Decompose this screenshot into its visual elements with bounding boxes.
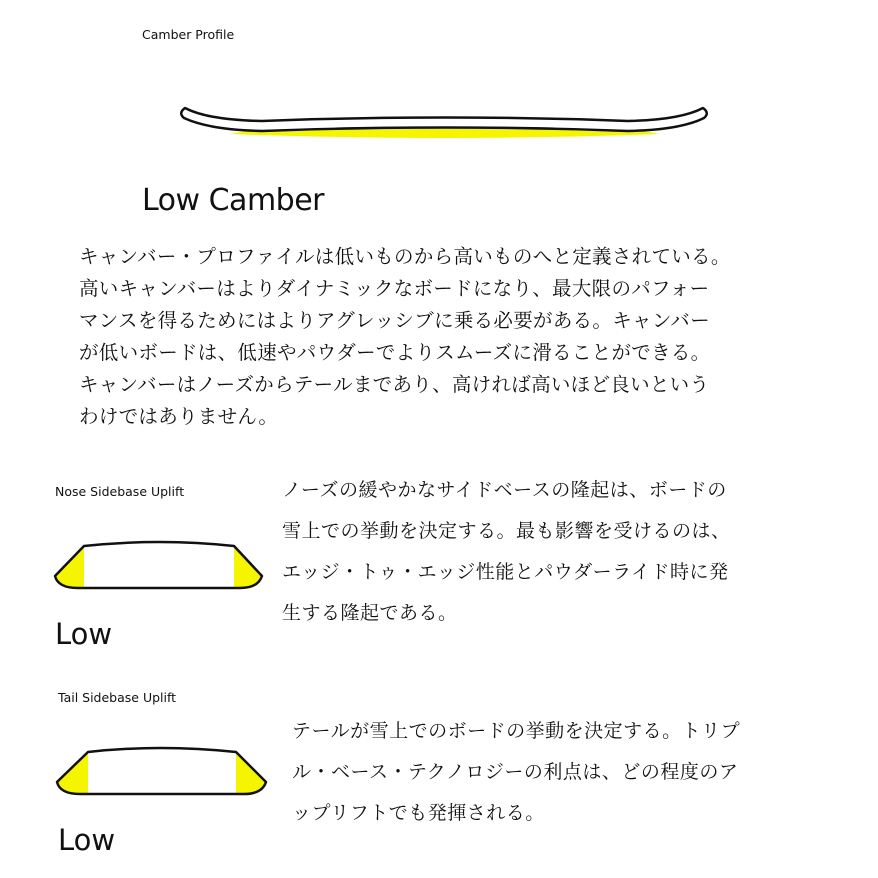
camber-description-line: マンスを得るためにはよりアグレッシブに乗る必要がある。キャンバー [79, 309, 710, 332]
camber-description-line: 高いキャンバーはよりダイナミックなボードになり、最大限のパフォー [79, 277, 710, 300]
tail-board-outline [57, 748, 266, 794]
tail-description [292, 711, 740, 834]
nose-level-label: Low [55, 617, 113, 651]
nose-description-line: 雪上での挙動を決定する。最も影響を受けるのは、 [282, 520, 731, 542]
nose-description-line: ノーズの緩やかなサイドベースの隆起は、ボードの [282, 479, 727, 501]
nose-description-line: エッジ・トゥ・エッジ性能とパウダーライド時に発 [282, 561, 729, 583]
camber-description-line: が低いボードは、低速やパウダーでよりスムーズに滑ることができる。 [79, 341, 711, 364]
tail-level-label: Low [58, 823, 116, 857]
camber-profile-label: Camber Profile [142, 27, 235, 42]
tail-description-line: テールが雪上でのボードの挙動を決定する。トリプ [292, 720, 741, 742]
tail-description-line: ップリフトでも発揮される。 [292, 802, 545, 824]
camber-description-line: わけではありません。 [79, 405, 279, 428]
nose-uplift-label: Nose Sidebase Uplift [55, 484, 185, 499]
tail-description-line: ル・ベース・テクノロジーの利点は、どの程度のア [292, 761, 739, 783]
camber-description-line: キャンバーはノーズからテールまであり、高ければ高いほど良いという [79, 373, 710, 396]
nose-description-line: 生する隆起である。 [282, 602, 458, 624]
camber-type-label: Low Camber [142, 183, 325, 218]
camber-description-line: キャンバー・プロファイルは低いものから高いものへと定義されている。 [79, 245, 731, 268]
tail-uplift-label: Tail Sidebase Uplift [58, 690, 177, 705]
